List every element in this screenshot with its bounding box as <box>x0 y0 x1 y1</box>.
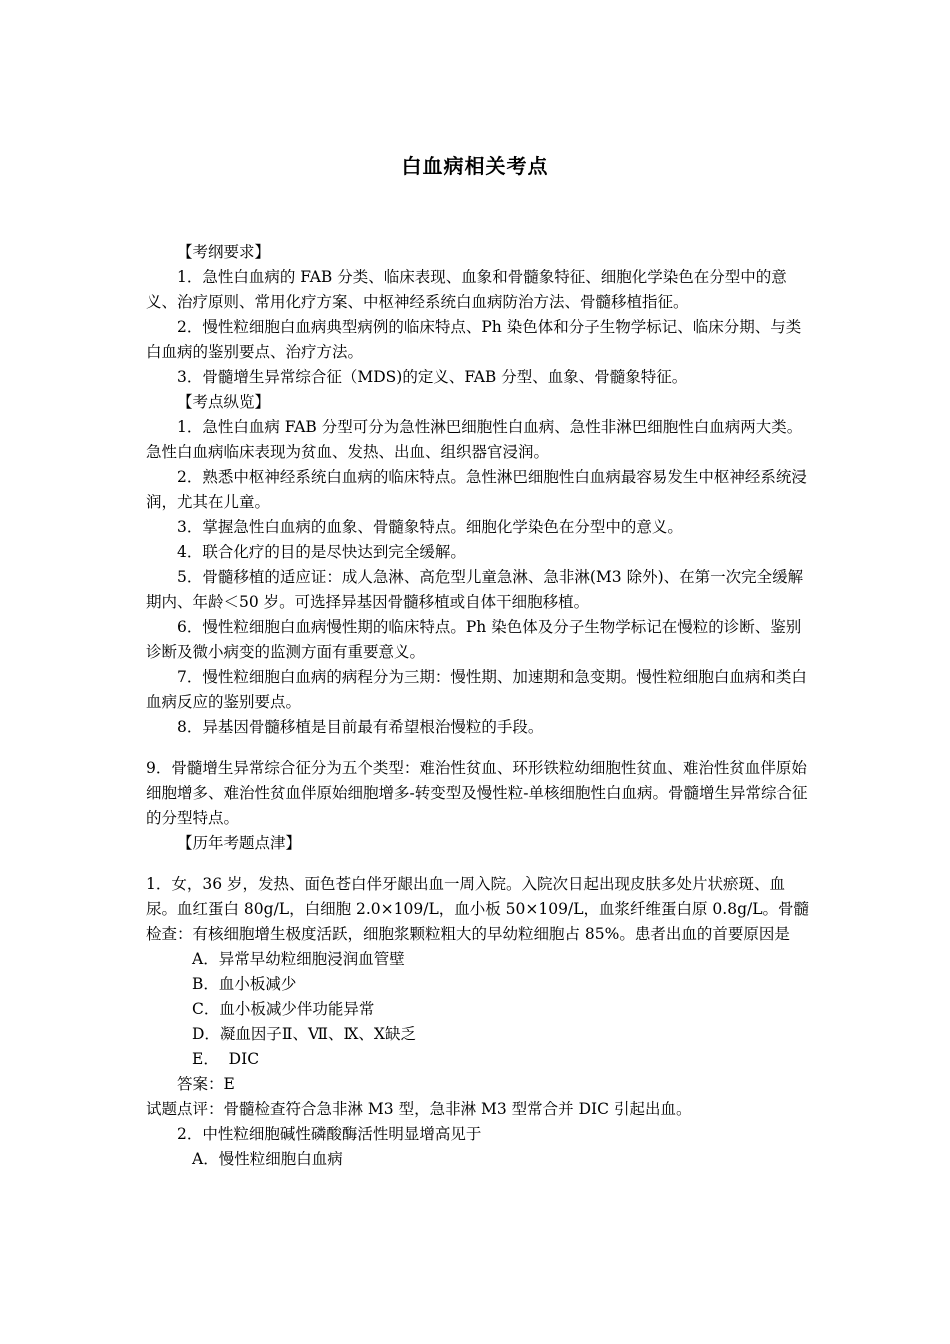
section-heading-past-questions: 【历年考题点津】 <box>177 834 302 852</box>
overview-item: 8．异基因骨髓移植是目前最有希望根治慢粒的手段。 <box>177 718 544 736</box>
syllabus-item: 1．急性白血病的 FAB 分类、临床表现、血象和骨髓象特征、细胞化学染色在分型中的意义、治疗原则、常用化疗方案、中枢神经系统白血病防治方法、骨髓移植指征。 <box>146 268 787 311</box>
question-1-option: C．血小板减少伴功能异常 <box>192 1000 375 1018</box>
overview-item-9: 9．骨髓增生异常综合征分为五个类型：难治性贫血、环形铁粒幼细胞性贫血、难治性贫血伴原始细胞增多、难治性贫血伴原始细胞增多-转变型及慢性粒-单核细胞性白血病。骨髓增生异常综合征的分型特点。 <box>146 759 808 827</box>
question-1-option: A．异常早幼粒细胞浸润血管壁 <box>192 950 405 968</box>
section-heading-overview: 【考点纵览】 <box>177 393 271 411</box>
syllabus-item: 3．骨髓增生异常综合征（MDS)的定义、FAB 分型、血象、骨髓象特征。 <box>177 368 688 386</box>
question-1-answer: 答案：E <box>177 1075 235 1093</box>
question-1-stem: 1．女，36 岁，发热、面色苍白伴牙龈出血一周入院。入院次日起出现皮肤多处片状瘀斑、血尿。血红蛋白 80g/L，白细胞 2.0×109/L，血小板 50×109/L，血浆纤维蛋白原 0.8g/L。骨髓检查：有核细胞增生极度活跃，细胞浆颗粒粗大的早幼粒细胞占 85%。患者出血的首要原因是 <box>146 875 810 943</box>
overview-item: 3．掌握急性白血病的血象、骨髓象特点。细胞化学染色在分型中的意义。 <box>177 518 683 536</box>
section-heading-syllabus: 【考纲要求】 <box>177 243 271 261</box>
overview-item: 5．骨髓移植的适应证：成人急淋、高危型儿童急淋、急非淋(M3 除外)、在第一次完全缓解期内、年龄＜50 岁。可选择异基因骨髓移植或自体干细胞移植。 <box>146 568 804 611</box>
question-2-option: A．慢性粒细胞白血病 <box>192 1150 343 1168</box>
question-1-option: B．血小板减少 <box>192 975 297 993</box>
document-title: 白血病相关考点 <box>401 154 549 178</box>
question-1-option: E． DIC <box>192 1050 260 1068</box>
overview-item: 1．急性白血病 FAB 分型可分为急性淋巴细胞性白血病、急性非淋巴细胞性白血病两大类。急性白血病临床表现为贫血、发热、出血、组织器官浸润。 <box>146 418 803 461</box>
question-1-option: D．凝血因子Ⅱ、Ⅶ、Ⅸ、Ⅹ缺乏 <box>192 1025 416 1043</box>
question-1-comment: 试题点评：骨髓检查符合急非淋 M3 型，急非淋 M3 型常合并 DIC 引起出血。 <box>146 1100 692 1118</box>
overview-item: 2．熟悉中枢神经系统白血病的临床特点。急性淋巴细胞性白血病最容易发生中枢神经系统浸润，尤其在儿童。 <box>146 468 807 511</box>
syllabus-item: 2．慢性粒细胞白血病典型病例的临床特点、Ph 染色体和分子生物学标记、临床分期、与类白血病的鉴别要点、治疗方法。 <box>146 318 802 361</box>
document-body <box>146 240 810 1172</box>
question-2-stem: 2．中性粒细胞碱性磷酸酶活性明显增高见于 <box>177 1125 482 1143</box>
overview-item: 6．慢性粒细胞白血病慢性期的临床特点。Ph 染色体及分子生物学标记在慢粒的诊断、鉴别诊断及微小病变的监测方面有重要意义。 <box>146 618 802 661</box>
overview-item: 4．联合化疗的目的是尽快达到完全缓解。 <box>177 543 466 561</box>
overview-item: 7．慢性粒细胞白血病的病程分为三期：慢性期、加速期和急变期。慢性粒细胞白血病和类白血病反应的鉴别要点。 <box>146 668 807 711</box>
